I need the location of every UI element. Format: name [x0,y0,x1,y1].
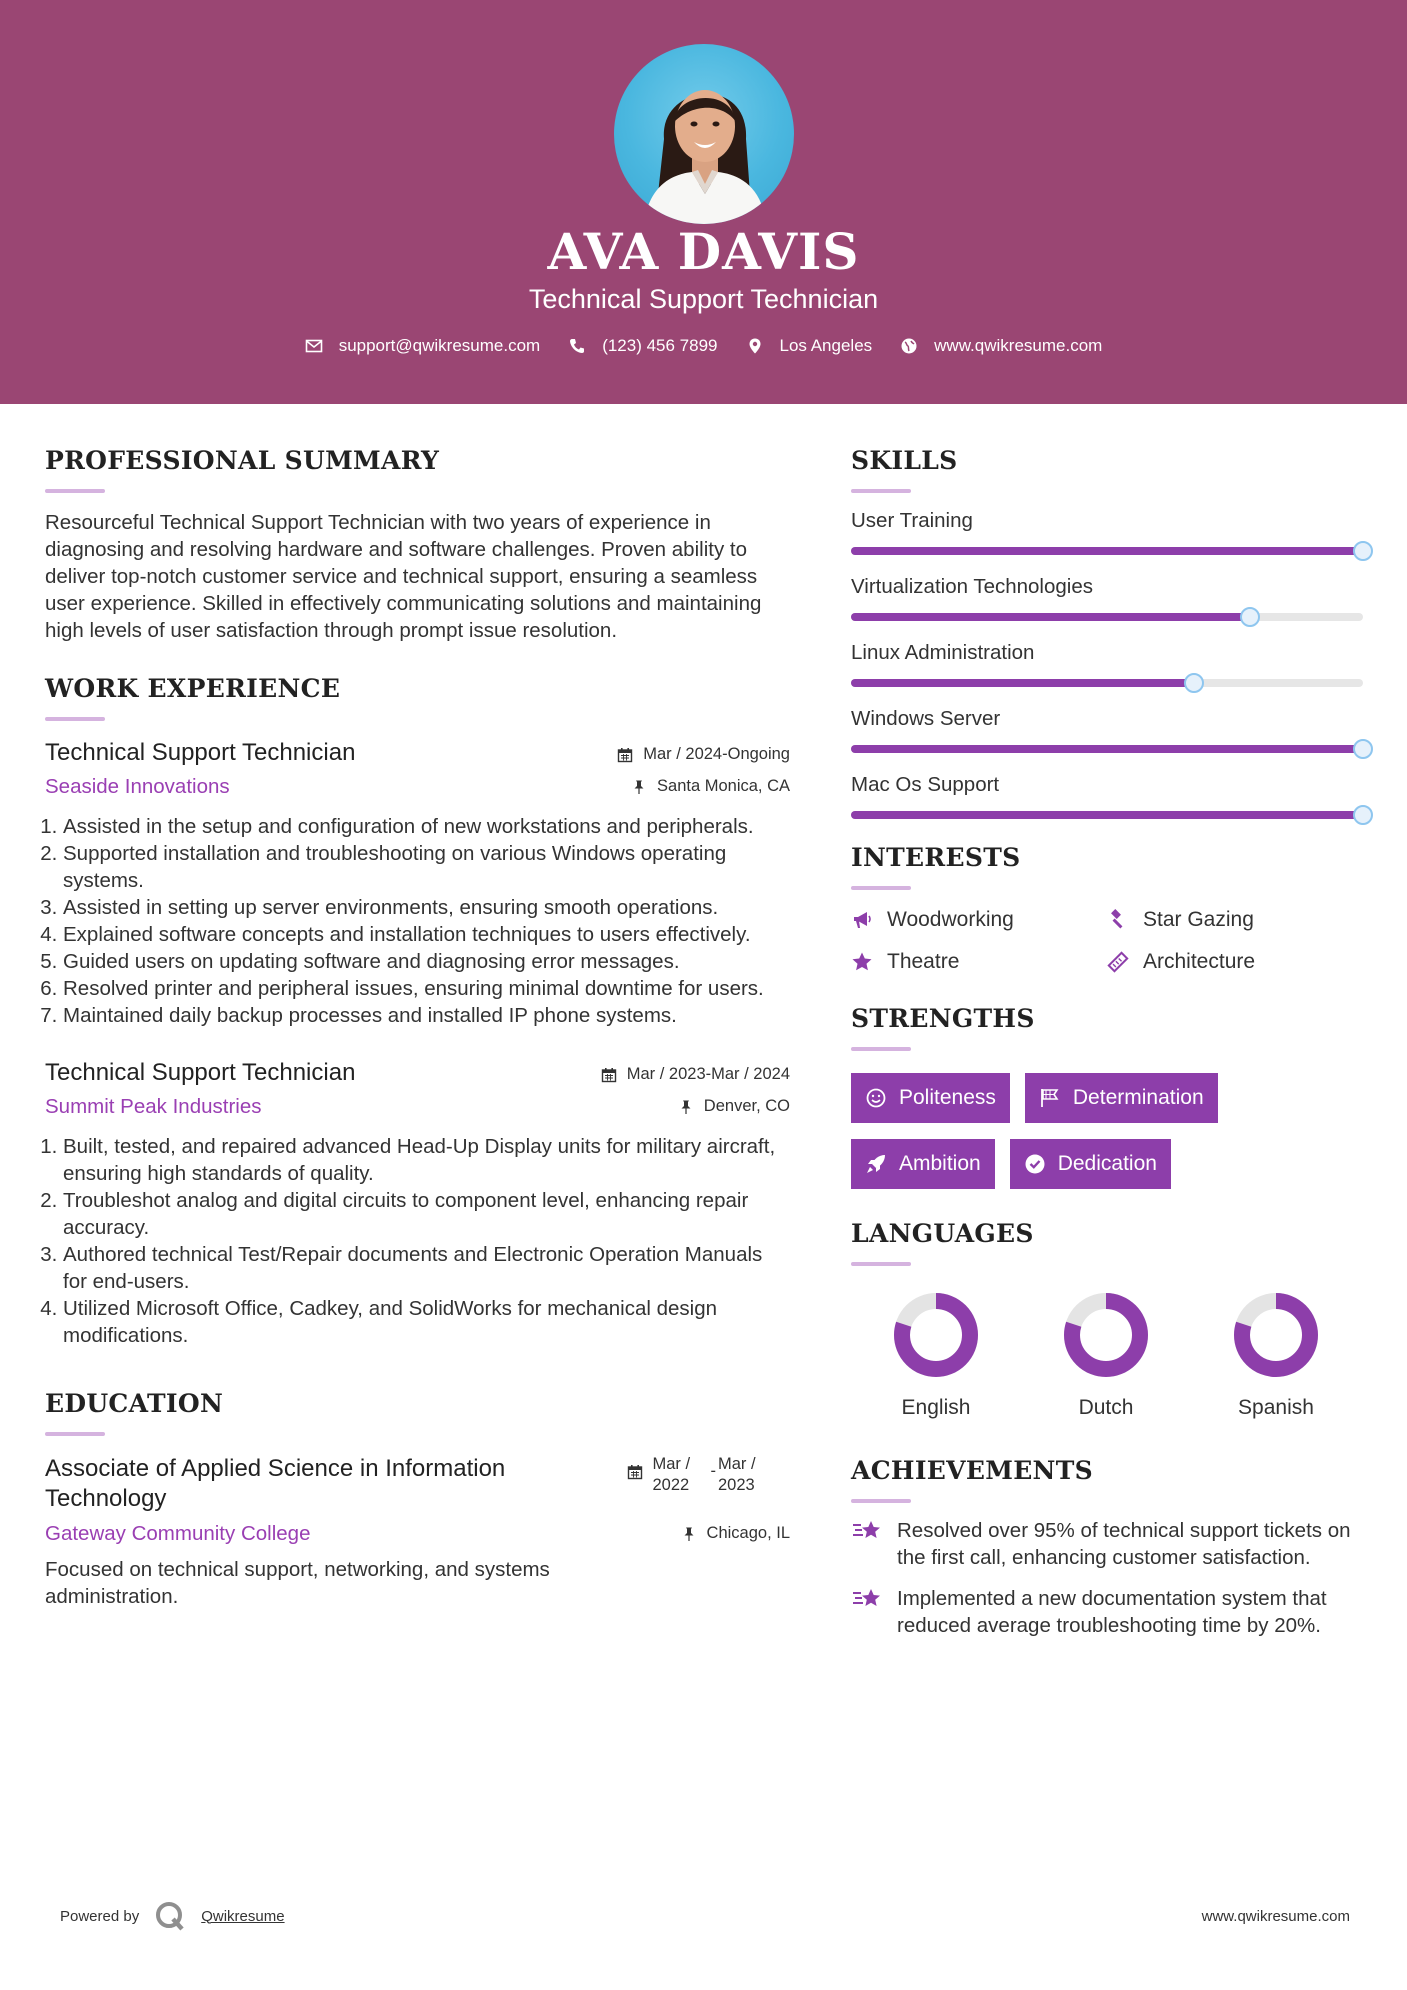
calendar-icon [627,1464,643,1480]
education-description: Focused on technical support, networking, and systems administration. [45,1558,550,1608]
job-entry [45,739,790,1029]
skill-bar-knob [1353,541,1373,561]
candidate-name: AVA DAVIS [547,222,860,281]
job-dates-text: Mar / 2024-Ongoing [643,745,790,763]
job-title: Technical Support Technician [45,739,356,766]
experience-heading: WORK EXPERIENCE [45,674,341,703]
phone-icon [568,337,586,355]
language-name: Dutch [1078,1396,1134,1419]
pushpin-icon [631,779,647,795]
skill-bar-fill [851,547,1363,555]
shooting-star-icon [851,1517,885,1547]
skill-bar-knob [1353,739,1373,759]
skill-name: Virtualization Technologies [851,575,1093,598]
languages-section [851,1219,1371,1420]
interests-list [851,908,1371,974]
footer-url[interactable]: www.qwikresume.com [1201,1907,1350,1925]
school-name: Gateway Community College [45,1522,311,1545]
brand-link[interactable]: Qwikresume [201,1907,285,1925]
contact-location [746,336,873,356]
education-location-text: Chicago, IL [706,1524,790,1542]
interest-item [1107,950,1363,974]
language-item [1191,1280,1361,1420]
skill-bar [851,811,1363,819]
section-underline [45,1432,105,1436]
summary-heading: PROFESSIONAL SUMMARY [45,446,440,475]
achievements-section [851,1456,1371,1639]
list-item: 2. Supported installation and troubleshooting on various Windows operating systems. [63,840,790,894]
experience-section [45,674,790,1349]
job-dates [617,745,790,764]
calendar-icon [601,1067,617,1083]
skill-bar-knob [1240,607,1260,627]
achievements-heading: ACHIEVEMENTS [851,1456,1093,1485]
map-pin-icon [746,337,764,355]
list-item: 6. Resolved printer and peripheral issues, ensuring minimal downtime for users. [63,975,790,1002]
skill-bar-knob [1353,805,1373,825]
right-column [851,446,1371,1653]
achievement-item [851,1517,1371,1571]
strength-label: Determination [1072,1086,1204,1109]
section-underline [45,717,105,721]
job-title: Technical Support Technician [45,1059,356,1086]
contact-location-text: Los Angeles [779,336,873,355]
shooting-star-icon [851,1585,885,1615]
skills-heading: SKILLS [851,446,958,475]
interests-heading: INTERESTS [851,843,1021,872]
section-underline [851,1262,911,1266]
list-item: 4. Utilized Microsoft Office, Cadkey, and SolidWorks for mechanical design modifications. [63,1295,790,1349]
interest-item [1107,908,1363,932]
strength-label: Ambition [899,1152,981,1175]
envelope-icon [305,337,323,355]
check-circle-icon [1024,1153,1046,1175]
language-item [851,1280,1021,1420]
ticket-icon [1107,951,1129,973]
job-dates [601,1065,790,1084]
skill-bar [851,679,1363,687]
achievement-item [851,1585,1371,1639]
list-item: 7. Maintained daily backup processes and installed IP phone systems. [63,1002,790,1029]
pushpin-icon [678,1099,694,1115]
skill-item [851,575,1371,621]
powered-by [60,1899,285,1933]
list-item: 1. Assisted in the setup and configuration of new workstations and peripherals. [63,813,790,840]
job-location [631,777,790,796]
summary-section [45,446,790,644]
list-item: 3. Authored technical Test/Repair documents and Electronic Operation Manuals for end-users. [63,1241,790,1295]
interest-item [851,908,1107,932]
skill-name: Linux Administration [851,641,1035,664]
section-underline [851,1499,911,1503]
skill-bar [851,745,1363,753]
skill-item [851,773,1371,819]
date-separator: - [710,1462,716,1480]
candidate-title: Technical Support Technician [528,284,879,314]
contact-email[interactable] [305,336,541,356]
job-location-text: Denver, CO [703,1097,790,1115]
education-section [45,1389,790,1610]
page-footer [60,1896,1350,1936]
skill-bar [851,613,1363,621]
list-item: 5. Guided users on updating software and diagnosing error messages. [63,948,790,975]
strength-badge [851,1139,995,1189]
left-column [45,446,790,1610]
languages-list [851,1280,1371,1420]
job-duties [45,813,790,1029]
interests-section [851,843,1371,974]
strengths-heading: STRENGTHS [851,1004,1035,1033]
education-start-date: Mar / 2022 [652,1455,691,1494]
interest-item [851,950,1107,974]
list-item: 3. Assisted in setting up server environments, ensuring smooth operations. [63,894,790,921]
language-level-donut [891,1290,981,1380]
language-level-donut [1231,1290,1321,1380]
interest-label: Woodworking [887,908,1014,931]
company-name: Seaside Innovations [45,775,230,798]
section-underline [851,489,911,493]
resume-header [0,0,1407,404]
interest-label: Architecture [1143,950,1256,973]
skill-name: Windows Server [851,707,1001,730]
skill-bar-knob [1184,673,1204,693]
interest-label: Star Gazing [1143,908,1254,931]
languages-heading: LANGUAGES [851,1219,1034,1248]
contact-bar [0,336,1407,356]
rocket-icon [865,1153,887,1175]
contact-website[interactable] [900,336,1102,356]
skills-section [851,446,1371,819]
flag-icon [1039,1087,1061,1109]
job-location-text: Santa Monica, CA [657,777,790,795]
skill-bar-fill [851,679,1194,687]
smile-icon [865,1087,887,1109]
strength-label: Dedication [1057,1152,1157,1175]
interest-label: Theatre [887,950,960,973]
star-icon [851,951,873,973]
strengths-section [851,1004,1371,1189]
section-underline [851,1047,911,1051]
language-level-donut [1061,1290,1151,1380]
skill-bar [851,547,1363,555]
qwikresume-logo-icon [153,1899,187,1933]
skill-bar-fill [851,613,1250,621]
contact-website-text: www.qwikresume.com [934,336,1103,355]
contact-phone[interactable] [568,336,717,356]
language-name: Spanish [1238,1396,1314,1419]
job-entry [45,1059,790,1349]
list-item: 1. Built, tested, and repaired advanced Head-Up Display units for military aircraft, ensuring high standards of quality. [63,1133,790,1187]
education-heading: EDUCATION [45,1389,224,1418]
education-dates [627,1454,771,1496]
powered-by-label: Powered by [60,1907,140,1925]
list-item: 4. Explained software concepts and installation techniques to users effectively. [63,921,790,948]
language-item [1021,1280,1191,1420]
summary-text: Resourceful Technical Support Technician with two years of experience in diagnosing and resolving hardware and software challenges. Proven ability to deliver top-notch customer service and technical support, ensuring a seamless user experience. Skilled in effectively communicating solutions and maintaining high levels of user satisfaction through prompt issue resolution. [45,511,762,642]
section-underline [851,886,911,890]
education-location [681,1524,790,1543]
contact-phone-text: (123) 456 7899 [602,336,718,355]
strengths-list [851,1073,1371,1189]
contact-email-text: support@qwikresume.com [338,336,541,355]
skill-item [851,641,1371,687]
language-name: English [901,1396,971,1419]
skill-name: Mac Os Support [851,773,1000,796]
skill-item [851,707,1371,753]
education-end-date: Mar / 2023 [718,1455,756,1494]
skills-list [851,509,1371,819]
strength-badge [1010,1139,1171,1189]
strength-label: Politeness [899,1086,996,1109]
degree-title: Associate of Applied Science in Information Technology [45,1455,506,1512]
company-name: Summit Peak Industries [45,1095,262,1118]
skill-bar-fill [851,745,1363,753]
globe-icon [900,337,918,355]
job-dates-text: Mar / 2023-Mar / 2024 [626,1065,790,1083]
section-underline [45,489,105,493]
job-duties [45,1133,790,1349]
profile-photo [614,44,794,224]
pushpin-icon [681,1526,697,1542]
list-item: 2. Troubleshot analog and digital circuits to component level, enhancing repair accuracy. [63,1187,790,1241]
strength-badge [1025,1073,1218,1123]
job-location [678,1097,790,1116]
skill-bar-fill [851,811,1363,819]
gavel-icon [1107,909,1129,931]
achievement-text: Implemented a new documentation system that reduced average troubleshooting time by 20%. [897,1587,1327,1637]
strength-badge [851,1073,1010,1123]
calendar-icon [617,747,633,763]
skill-item [851,509,1371,555]
achievement-text: Resolved over 95% of technical support tickets on the first call, enhancing customer satisfaction. [897,1519,1351,1569]
skill-name: User Training [851,509,973,532]
megaphone-icon [851,909,873,931]
